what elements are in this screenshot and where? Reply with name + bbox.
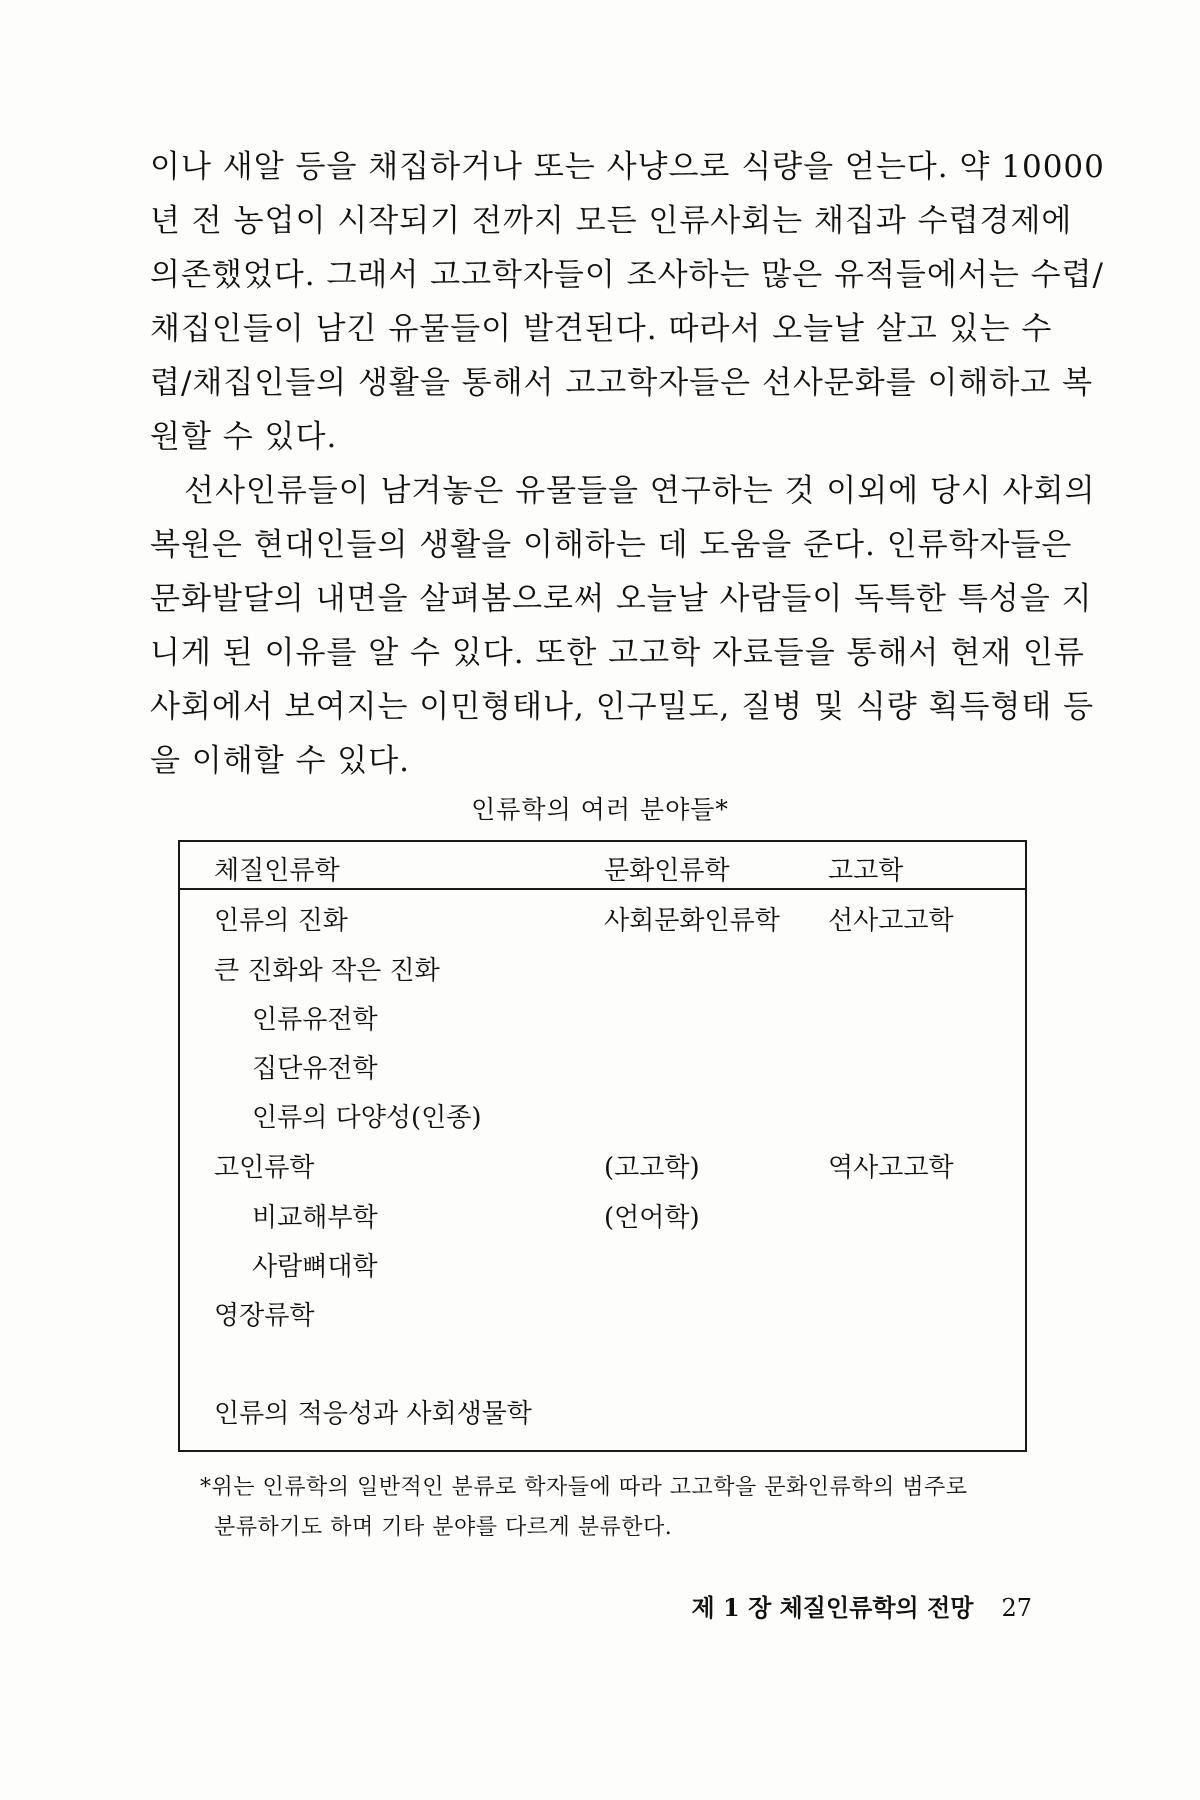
text-line: 이나 새알 등을 채집하거나 또는 사냥으로 식량을 얻는다. 약 10000: [150, 149, 1105, 185]
text-line: 문화발달의 내면을 살펴봄으로써 오늘날 사람들이 독특한 특성을 지: [150, 581, 1093, 617]
table-footnote: [200, 1468, 1035, 1548]
table-cell: 고인류학: [214, 1153, 315, 1183]
table-cell: 사람뼈대학: [252, 1252, 378, 1282]
table-cell: (고고학): [604, 1153, 700, 1183]
text-line: 의존했었다. 그래서 고고학자들이 조사하는 많은 유적들에서는 수렵/: [150, 257, 1104, 293]
table-cell: 인류의 다양성(인종): [252, 1103, 482, 1133]
footnote-line: 분류하기도 하며 기타 분야를 다르게 분류한다.: [214, 1515, 673, 1540]
body-text: [150, 140, 1105, 788]
table-cell: 영장류학: [214, 1301, 315, 1331]
table-header-row: [180, 842, 1025, 890]
chapter-title: 제 1 장 체질인류학의 전망: [691, 1593, 974, 1622]
header-physical-anthropology: 체질인류학: [214, 856, 340, 886]
text-line: 복원은 현대인들의 생활을 이해하는 데 도움을 준다. 인류학자들은: [150, 527, 1073, 563]
page-footer: [691, 1588, 1032, 1623]
table-cell: 집단유전학: [252, 1054, 378, 1084]
text-line: 채집인들이 남긴 유물들이 발견된다. 따라서 오늘날 살고 있는 수: [150, 311, 1053, 347]
footnote-line: *위는 인류학의 일반적인 분류로 학자들에 따라 고고학을 문화인류학의 범주로: [200, 1475, 968, 1500]
table-cell: 인류의 적응성과 사회생물학: [214, 1399, 532, 1429]
text-line: 년 전 농업이 시작되기 전까지 모든 인류사회는 채집과 수렵경제에: [150, 203, 1073, 239]
table-cell: 역사고고학: [828, 1153, 954, 1183]
table-cell: (언어학): [604, 1203, 700, 1233]
paragraph-2: [150, 464, 1096, 788]
table-cell: 비교해부학: [252, 1203, 378, 1233]
table-cell: 큰 진화와 작은 진화: [214, 956, 440, 986]
header-archaeology: 고고학: [828, 856, 904, 886]
table-cell: 인류유전학: [252, 1005, 378, 1035]
text-line: 사회에서 보여지는 이민형태나, 인구밀도, 질병 및 식량 획득형태 등: [150, 689, 1095, 725]
fields-table: [178, 840, 1027, 1452]
table-cell: 인류의 진화: [214, 906, 348, 936]
header-cultural-anthropology: 문화인류학: [604, 856, 730, 886]
page-number: 27: [1001, 1594, 1032, 1622]
text-line: 을 이해할 수 있다.: [150, 743, 411, 779]
table-cell: 선사고고학: [828, 906, 954, 936]
paragraph-1: [150, 140, 1105, 464]
text-line: 선사인류들이 남겨놓은 유물들을 연구하는 것 이외에 당시 사회의: [184, 473, 1096, 509]
table-title: 인류학의 여러 분야들*: [471, 795, 729, 824]
text-line: 원할 수 있다.: [150, 419, 338, 455]
text-line: 니게 된 이유를 알 수 있다. 또한 고고학 자료들을 통해서 현재 인류: [150, 635, 1085, 671]
table-cell: 사회문화인류학: [604, 906, 780, 936]
text-line: 렵/채집인들의 생활을 통해서 고고학자들은 선사문화를 이해하고 복: [150, 365, 1094, 401]
